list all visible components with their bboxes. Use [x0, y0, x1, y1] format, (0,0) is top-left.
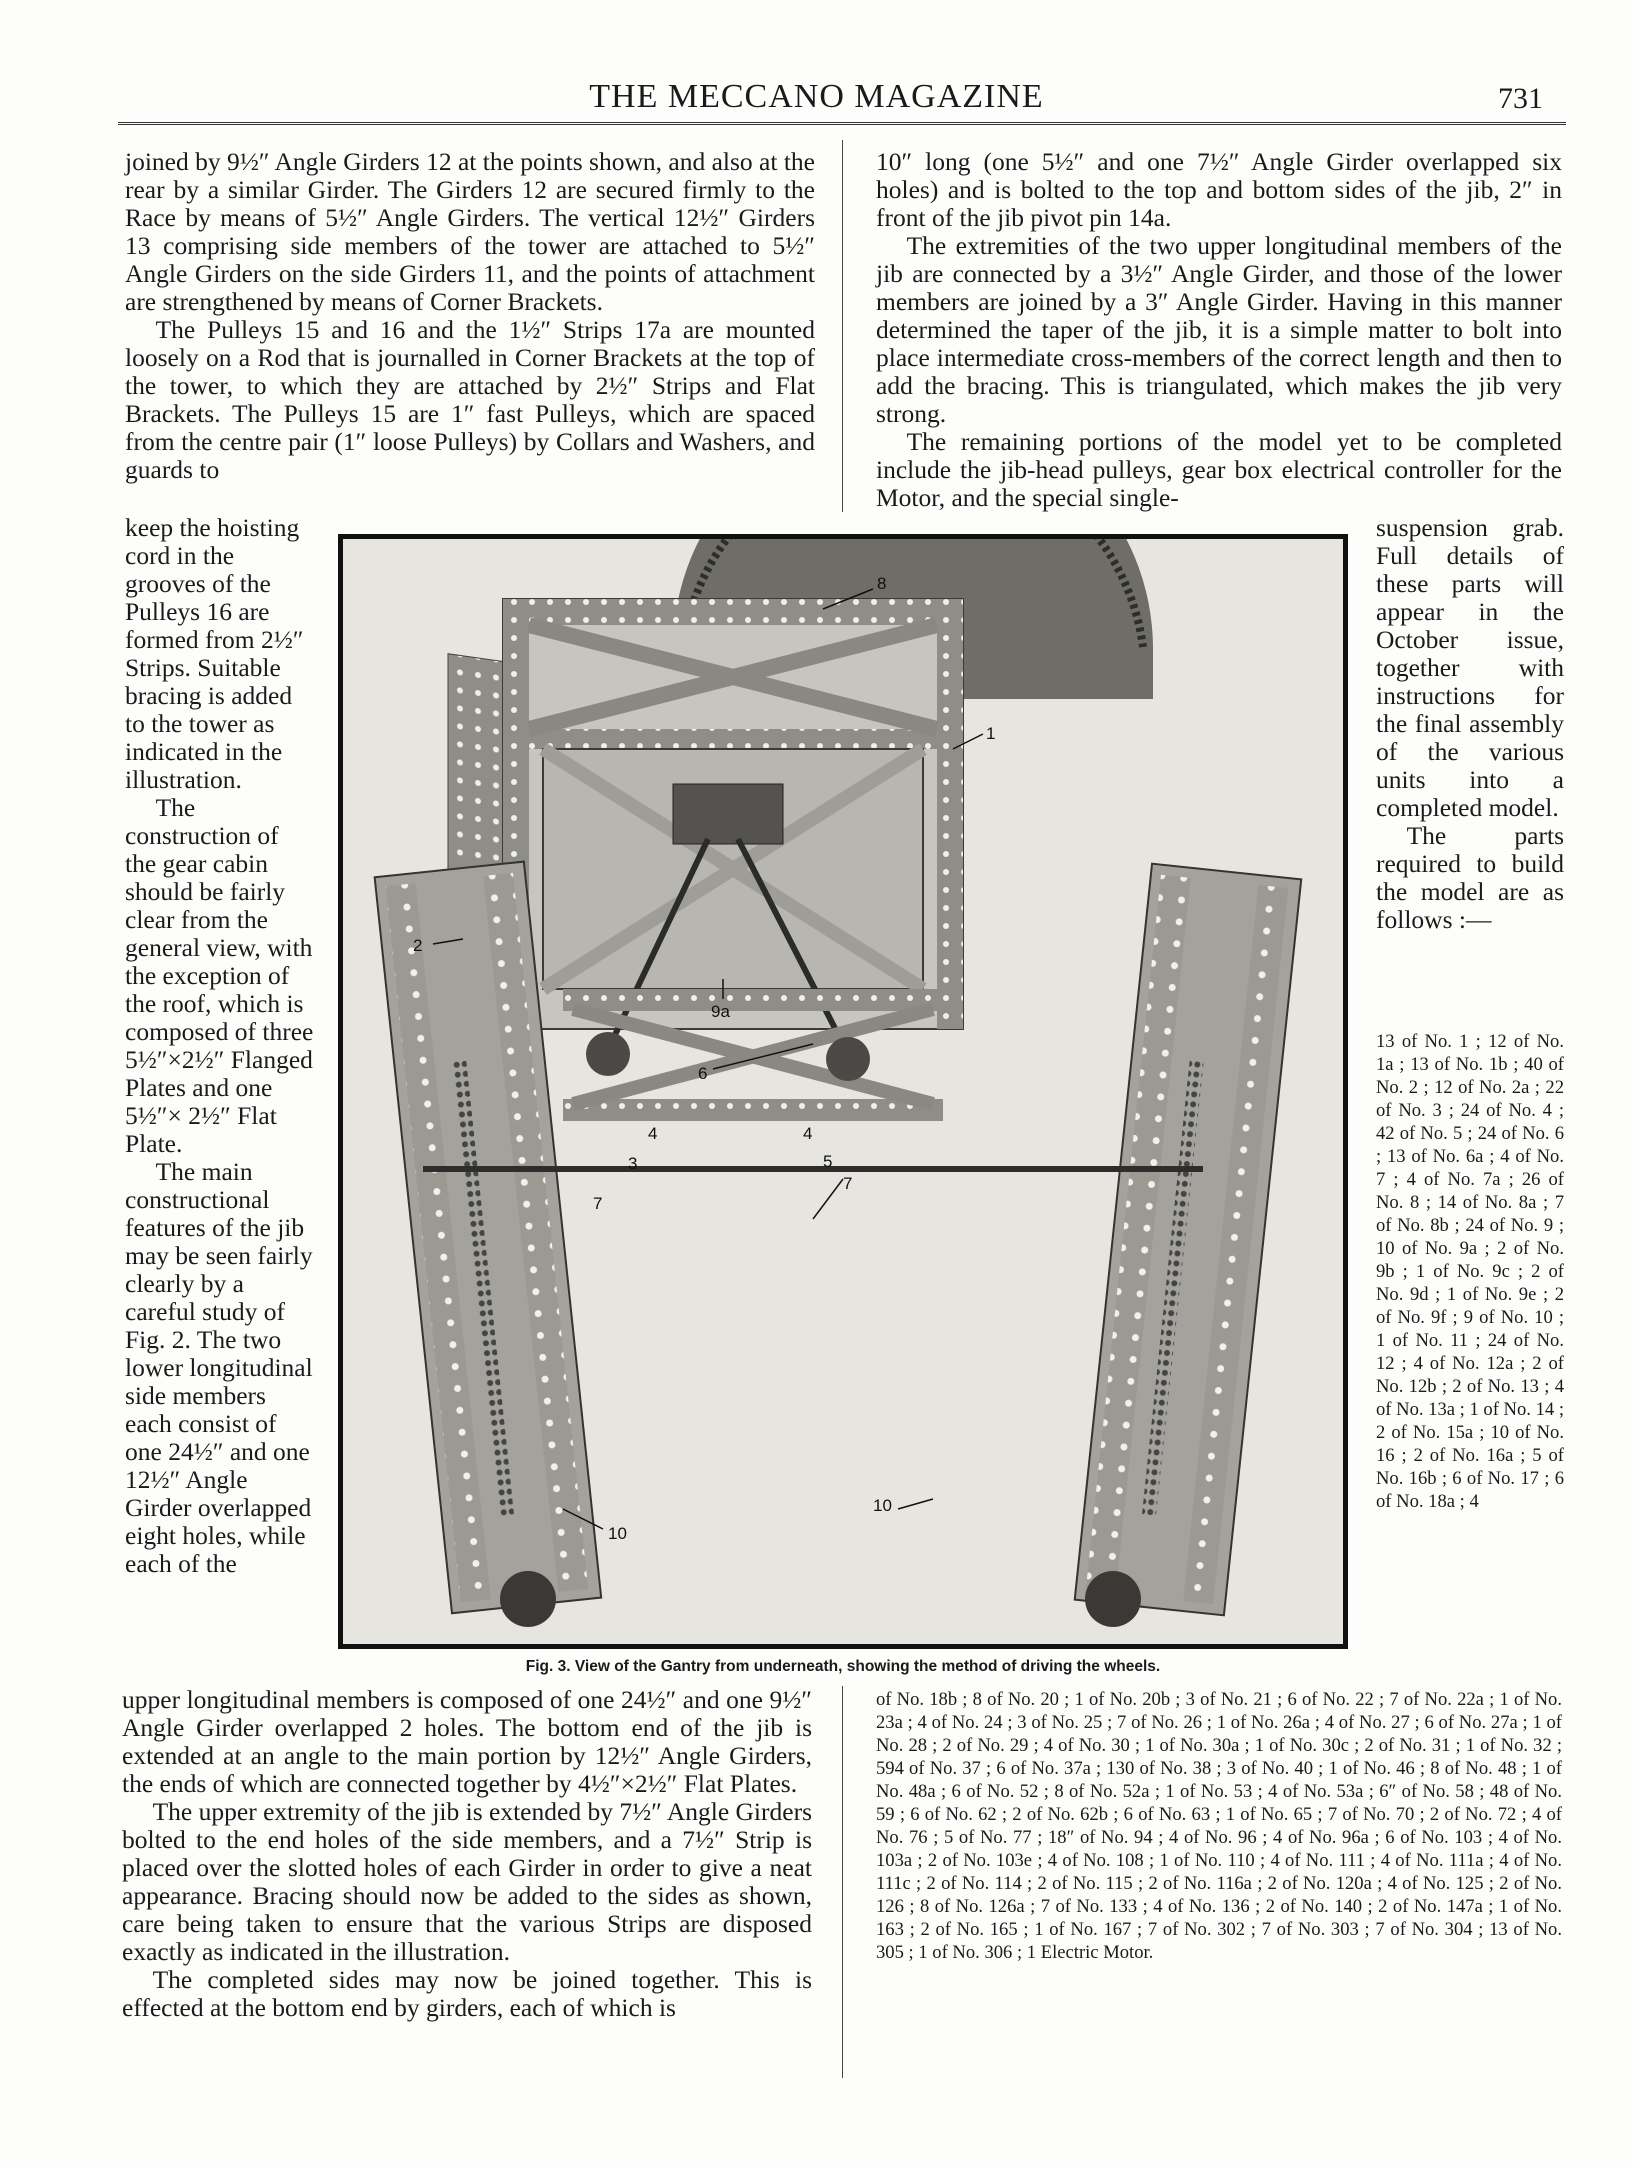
page-number: 731	[1498, 82, 1543, 115]
paragraph: joined by 9½″ Angle Girders 12 at the points shown, and also at the rear by a similar Girder. The Girders 12 are secured firmly to the Race by means of 5½″ Angle Girders. The vertical 12½″ Girders 13 comprising side members of the tower are attached to 5½″ Angle Girders on the side Girders 11, and the points of attachment are strengthened by means of Corner Brackets.	[125, 147, 815, 316]
figure-caption: Fig. 3. View of the Gantry from underneath, showing the method of driving the wheels.	[525, 1658, 1161, 1675]
left-column-bottom	[122, 1686, 812, 2022]
page-title: THE MECCANO MAGAZINE	[589, 78, 1044, 115]
right-column-top	[876, 148, 1562, 512]
paragraph: The remaining portions of the model yet to be completed include the jib-head pulleys, gear box electrical controller for the Motor, and the special single-	[876, 427, 1562, 512]
figure-label: 9a	[711, 1002, 730, 1021]
figure-label: 2	[413, 936, 423, 955]
paragraph: The completed sides may now be joined together. This is effected at the bottom end by girders, each of which is	[122, 1965, 812, 2022]
left-column-top	[125, 148, 815, 484]
figure-label: 3	[628, 1154, 638, 1173]
figure-label: 10	[608, 1524, 627, 1543]
left-column-narrow	[125, 514, 315, 1578]
column-rule-top	[842, 140, 843, 512]
figure-label: 10	[873, 1496, 892, 1515]
figure-label: 7	[843, 1174, 853, 1193]
paragraph: The parts required to build the model are as follows :—	[1376, 821, 1564, 934]
figure-label: 6	[698, 1064, 708, 1083]
figure-label: 4	[648, 1124, 658, 1143]
paragraph: 10″ long (one 5½″ and one 7½″ Angle Girder overlapped six holes) and is bolted to the top and bottom sides of the jib, 2″ in front of the jib pivot pin 14a.	[876, 147, 1562, 232]
figure-label: 4	[803, 1124, 813, 1143]
paragraph: The main constructional features of the jib may be seen fairly clearly by a careful study of Fig. 2. The two lower longitudinal side members each consist of one 24½″ and one 12½″ Angle Girder overlapped eight holes, while each of the	[125, 1157, 313, 1578]
gantry-illustration	[343, 539, 1343, 1644]
right-column-narrow	[1376, 514, 1564, 934]
parts-list-narrow: 13 of No. 1 ; 12 of No. 1a ; 13 of No. 1b ; 40 of No. 2 ; 12 of No. 2a ; 22 of No. 3 ; 24 of No. 4 ; 42 of No. 5 ; 24 of No. 6 ; 13 of No. 6a ; 4 of No. 7 ; 4 of No. 7a ; 26 of No. 8 ; 14 of No. 8a ; 7 of No. 8b ; 24 of No. 9 ; 10 of No. 9a ; 2 of No. 9b ; 1 of No. 9c ; 2 of No. 9d ; 1 of No. 9e ; 2 of No. 9f ; 9 of No. 10 ; 1 of No. 11 ; 24 of No. 12 ; 4 of No. 12a ; 2 of No. 12b ; 2 of No. 13 ; 4 of No. 13a ; 1 of No. 14 ; 2 of No. 15a ; 10 of No. 16 ; 2 of No. 16a ; 5 of No. 16b ; 6 of No. 17 ; 6 of No. 18a ; 4	[1376, 1031, 1564, 1512]
header-rule	[118, 122, 1566, 125]
figure-label: 5	[823, 1152, 833, 1171]
paragraph: suspension grab. Full details of these parts will appear in the October issue, together with instructions for the final assembly of the various units into a completed model.	[1376, 513, 1564, 822]
paragraph: The extremities of the two upper longitudinal members of the jib are connected by a 3½″ Angle Girder, and those of the lower members are joined by a 3″ Angle Girder. Having in this manner determined the taper of the jib, it is a simple matter to bolt into place intermediate cross-members of the correct length and then to add the bracing. This is triangulated, which makes the jib very strong.	[876, 231, 1562, 428]
paragraph: The Pulleys 15 and 16 and the 1½″ Strips 17a are mounted loosely on a Rod that is journalled in Corner Brackets at the top of the tower, to which they are attached by 2½″ Strips and Flat Brackets. The Pulleys 15 are 1″ fast Pulleys, which are spaced from the centre pair (1″ loose Pulleys) by Collars and Washers, and guards to	[125, 315, 815, 484]
figure-label: 1	[986, 724, 996, 743]
figure-gantry-photo	[338, 534, 1348, 1649]
paragraph: The construction of the gear cabin should be fairly clear from the general view, with the exception of the roof, which is composed of three 5½″×2½″ Flanged Plates and one 5½″× 2½″ Flat Plate.	[125, 793, 314, 1158]
parts-list-wide: of No. 18b ; 8 of No. 20 ; 1 of No. 20b ; 3 of No. 21 ; 6 of No. 22 ; 7 of No. 22a ; 1 of No. 23a ; 4 of No. 24 ; 3 of No. 25 ; 7 of No. 26 ; 1 of No. 26a ; 4 of No. 27 ; 6 of No. 27a ; 1 of No. 28 ; 2 of No. 29 ; 4 of No. 30 ; 1 of No. 30a ; 1 of No. 30c ; 2 of No. 31 ; 1 of No. 32 ; 594 of No. 37 ; 6 of No. 37a ; 130 of No. 38 ; 3 of No. 40 ; 1 of No. 46 ; 8 of No. 48 ; 1 of No. 48a ; 6 of No. 52 ; 8 of No. 52a ; 1 of No. 53 ; 4 of No. 53a ; 6″ of No. 58 ; 48 of No. 59 ; 6 of No. 62 ; 2 of No. 62b ; 6 of No. 63 ; 1 of No. 65 ; 7 of No. 70 ; 2 of No. 72 ; 4 of No. 76 ; 5 of No. 77 ; 18″ of No. 94 ; 4 of No. 96 ; 4 of No. 96a ; 6 of No. 103 ; 4 of No. 103a ; 2 of No. 103e ; 4 of No. 108 ; 1 of No. 110 ; 4 of No. 111 ; 4 of No. 111a ; 4 of No. 111c ; 2 of No. 114 ; 2 of No. 115 ; 2 of No. 116a ; 2 of No. 120a ; 4 of No. 125 ; 2 of No. 126 ; 8 of No. 126a ; 7 of No. 133 ; 4 of No. 136 ; 2 of No. 140 ; 2 of No. 147a ; 1 of No. 163 ; 2 of No. 165 ; 1 of No. 167 ; 7 of No. 302 ; 7 of No. 303 ; 7 of No. 304 ; 13 of No. 305 ; 1 of No. 306 ; 1 Electric Motor.	[876, 1689, 1562, 1963]
column-rule-bottom	[842, 1686, 843, 2078]
paragraph: upper longitudinal members is composed of one 24½″ and one 9½″ Angle Girder overlapped 2 holes. The bottom end of the jib is extended at an angle to the main portion by 12½″ Angle Girders, the ends of which are connected together by 4½″×2½″ Flat Plates.	[122, 1685, 812, 1798]
figure-label: 8	[877, 574, 887, 593]
paragraph: The upper extremity of the jib is extended by 7½″ Angle Girders bolted to the end holes of the side members, and a 7½″ Strip is placed over the slotted holes of each Girder in order to give a neat appearance. Bracing should now be added to the sides as shown, care being taken to ensure that the various Strips are disposed exactly as indicated in the illustration.	[122, 1797, 812, 1966]
figure-label: 7	[593, 1194, 603, 1213]
paragraph: keep the hoisting cord in the grooves of the Pulleys 16 are formed from 2½″ Strips. Suitable bracing is added to the tower as indicated in the illustration.	[125, 513, 304, 794]
